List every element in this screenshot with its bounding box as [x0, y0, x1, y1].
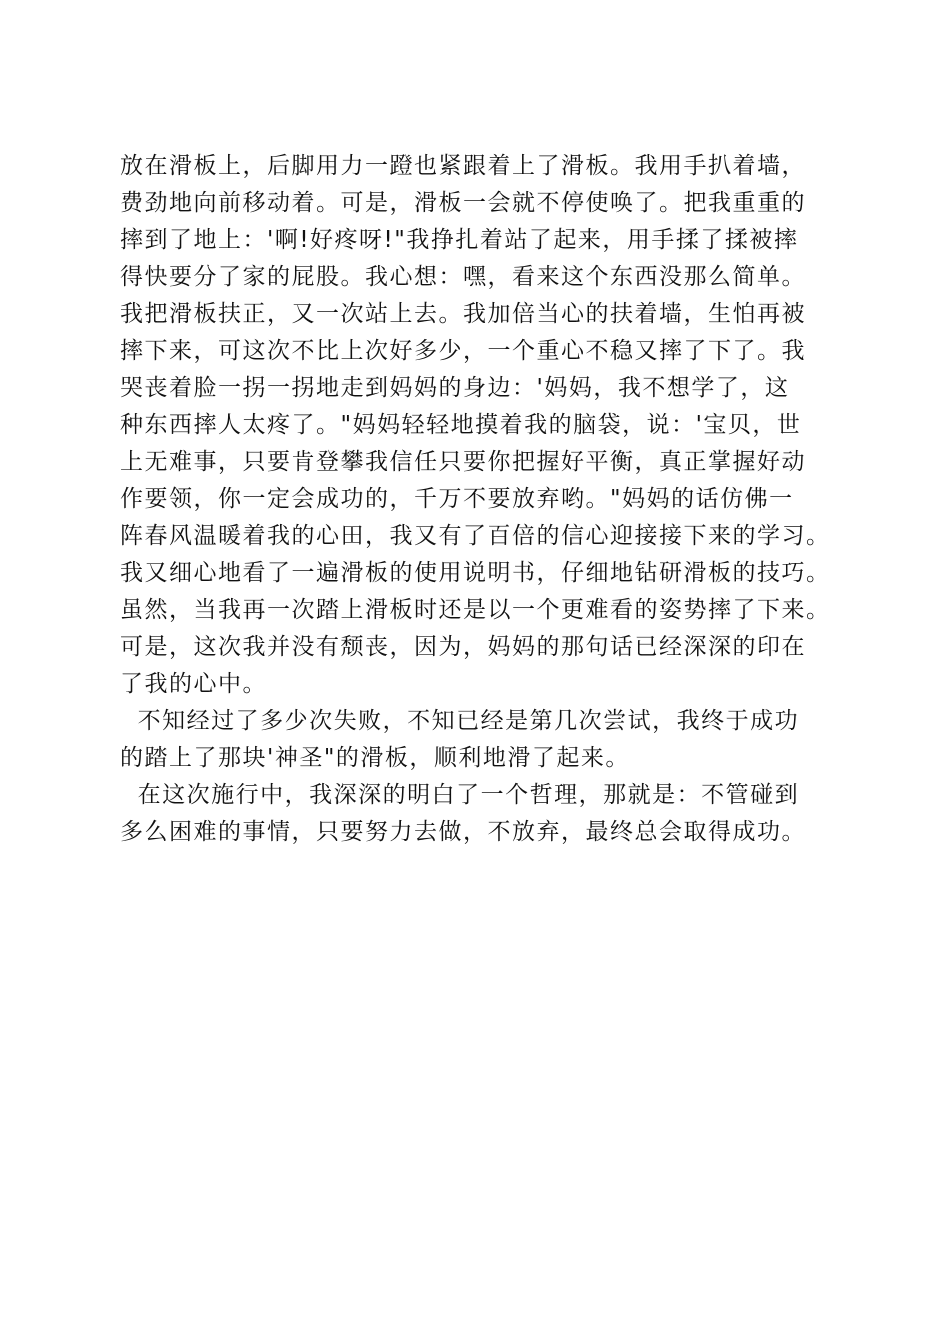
text-line: 费劲地向前移动着。可是，滑板一会就不停使唤了。把我重重的 — [120, 190, 806, 216]
text-line: 作要领，你一定会成功的，千万不要放弃哟。"妈妈的话仿佛一 — [120, 486, 794, 512]
text-line: 放在滑板上，后脚用力一蹬也紧跟着上了滑板。我用手扒着墙， — [120, 153, 806, 179]
text-line: 哭丧着脸一拐一拐地走到妈妈的身边：'妈妈，我不想学了，这 — [120, 375, 790, 401]
text-line: 的踏上了那块'神圣"的滑板，顺利地滑了起来。 — [120, 745, 630, 771]
text-line: 在这次施行中，我深深的明白了一个哲理，那就是：不管碰到 — [120, 782, 800, 808]
text-line: 可是，这次我并没有颓丧，因为，妈妈的那句话已经深深的印在 — [120, 634, 806, 660]
text-line: 得快要分了家的屁股。我心想：嘿，看来这个东西没那么简单。 — [120, 264, 806, 290]
text-line: 种东西摔人太疼了。"妈妈轻轻地摸着我的脑袋，说：'宝贝，世 — [120, 412, 802, 438]
text-line: 摔到了地上：'啊!好疼呀!"我挣扎着站了起来，用手揉了揉被摔 — [120, 227, 799, 253]
text-line: 上无难事，只要肯登攀我信任只要你把握好平衡，真正掌握好动 — [120, 449, 806, 475]
text-line: 多么困难的事情，只要努力去做，不放弃，最终总会取得成功。 — [120, 819, 806, 845]
text-line: 不知经过了多少次失败，不知已经是第几次尝试，我终于成功 — [120, 708, 800, 734]
text-line: 虽然，当我再一次踏上滑板时还是以一个更难看的姿势摔了下来。 — [120, 597, 831, 623]
text-line: 了我的心中。 — [120, 671, 267, 697]
text-line: 摔下来，可这次不比上次好多少，一个重心不稳又摔了下了。我 — [120, 338, 806, 364]
text-line: 我把滑板扶正，又一次站上去。我加倍当心的扶着墙，生怕再被 — [120, 301, 806, 327]
body-text — [120, 148, 880, 851]
text-line: 我又细心地看了一遍滑板的使用说明书，仔细地钻研滑板的技巧。 — [120, 560, 831, 586]
text-line: 阵春风温暖着我的心田，我又有了百倍的信心迎接接下来的学习。 — [120, 523, 831, 549]
